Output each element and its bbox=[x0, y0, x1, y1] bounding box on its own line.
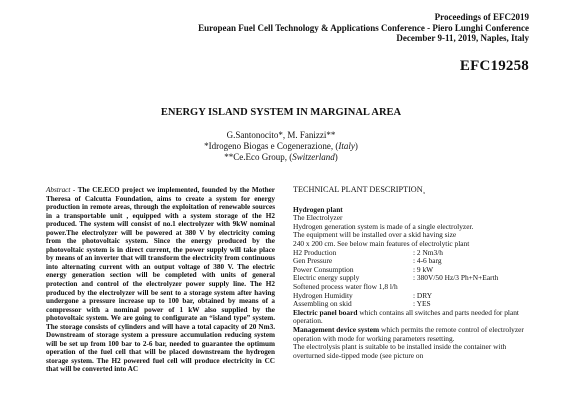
authors-block bbox=[0, 130, 562, 162]
panel-text: which contains all switches and parts needed for plant operation. bbox=[293, 307, 519, 326]
dates-place-line: December 9-11, 2019, Naples, Italy bbox=[396, 33, 529, 43]
conference-header bbox=[198, 12, 529, 44]
hydrogen-plant-heading: Hydrogen plant bbox=[293, 204, 343, 214]
section-heading-text: TECHNICAL PLANT DESCRIPTION bbox=[293, 185, 423, 194]
affiliation-1 bbox=[0, 141, 562, 152]
electrolysis-paragraph: The electrolysis plant is suitable to be installed inside the container with overturned side-tipped mode (see picture on bbox=[293, 342, 507, 360]
spec-key: Assembling on skid bbox=[293, 299, 352, 309]
management-bold: Management device system bbox=[293, 324, 380, 334]
panel-paragraph bbox=[293, 309, 531, 326]
spec-key: H2 Production bbox=[293, 247, 337, 257]
description-line-1: Hydrogen generation system is made of a single electrolyzer. bbox=[293, 221, 474, 231]
conference-line: European Fuel Cell Technology & Applications Conference - Piero Lunghi Conference bbox=[198, 22, 529, 33]
electrolyzer-spec-table bbox=[293, 249, 498, 309]
affiliation-1-prefix: *Idrogeno Biogas e Cogenerazione, ( bbox=[204, 140, 339, 151]
abstract-column bbox=[46, 186, 275, 374]
spec-key: Power Consumption bbox=[293, 264, 354, 274]
spec-value: : 2 Nm3/h bbox=[413, 247, 443, 257]
section-heading-suffix: ¸ bbox=[422, 185, 426, 194]
affiliation-2-prefix: **Ce.Eco Group, ( bbox=[224, 151, 293, 162]
technical-column bbox=[293, 186, 531, 360]
management-text: which permits the remote control of electrolyzer operation with mode for working parameters resetting. bbox=[293, 324, 524, 343]
author-names: G.Santonocito*, M. Fanizzi** bbox=[226, 130, 336, 140]
spec-key: Softened process water flow 1,8 l/h bbox=[293, 281, 398, 291]
management-paragraph bbox=[293, 326, 531, 343]
description-line-3: 240 x 200 cm. See below main features of electrolytic plant bbox=[293, 238, 470, 248]
spec-value: : DRY bbox=[413, 290, 433, 300]
spec-key: Hydrogen Humidity bbox=[293, 290, 353, 300]
spec-value: : 9 kW bbox=[413, 264, 434, 274]
electrolyzer-heading: The Electrolyzer bbox=[293, 213, 343, 223]
spec-key: Electric energy supply bbox=[293, 273, 360, 283]
abstract-label: Abstract - bbox=[46, 186, 76, 194]
paper-id: EFC19258 bbox=[459, 58, 529, 74]
affiliation-1-suffix: ) bbox=[354, 140, 358, 151]
spec-value: : 380V/50 Hz/3 Ph+N+Earth bbox=[413, 273, 499, 283]
spec-value: : 4-6 barg bbox=[413, 256, 442, 266]
panel-bold: Electric panel board bbox=[293, 307, 358, 317]
spec-key: Gen Pressure bbox=[293, 256, 333, 266]
affiliation-2 bbox=[0, 152, 562, 163]
affiliation-1-country: Italy bbox=[338, 140, 355, 151]
description-line-2: The equipment will be installed over a skid having size bbox=[293, 230, 457, 240]
spec-value: : YES bbox=[413, 299, 431, 309]
paper-title: ENERGY ISLAND SYSTEM IN MARGINAL AREA bbox=[160, 107, 402, 118]
affiliation-2-country: Switzerland bbox=[292, 151, 335, 162]
proceedings-line: Proceedings of EFC2019 bbox=[434, 12, 529, 22]
abstract-text: The CE.ECO project we implemented, founded by the Mother Theresa of Calcutta Foundation, aims to create a system for energy production in remote areas, through the exploitation of renewable sources in a transportable unit , equipped with a system storage of the H2 produced. The system will consist of no.1 electrolyzer with 9kW nominal power.The electrolyzer will be powered at 380 V by electricity coming from the photovoltaic system. Since the energy produced by the photovoltaic system is in direct current, the power supply will take place by means of an inverter that will transform the electricity from continuous into alternating current with an output voltage of 380 V. The electric energy generation section will be completed with units of general protection and control of the electrolyzer power supply line. The H2 produced by the electrolyzer will be sent to a storage system after having undergone a pressure increase up to 100 bar, obtained by means of a compressor with a nominal power of 1 kW also supplied by the photovoltaic system. We are going to configurate an “island type” system. The storage consists of cylinders and will have a total capacity of 20 Nm3. Downstream of storage system a pressure accumulation reducing system will be set up from 100 bar to 2-6 bar, needed to guarantee the optimum operation of the fuel cell that will be placed downstream the hydrogen storage system. The H2 powered fuel cell will produce electricity in CC that will be converted into AC bbox=[46, 186, 275, 374]
affiliation-2-suffix: ) bbox=[334, 151, 338, 162]
section-heading bbox=[293, 186, 531, 195]
